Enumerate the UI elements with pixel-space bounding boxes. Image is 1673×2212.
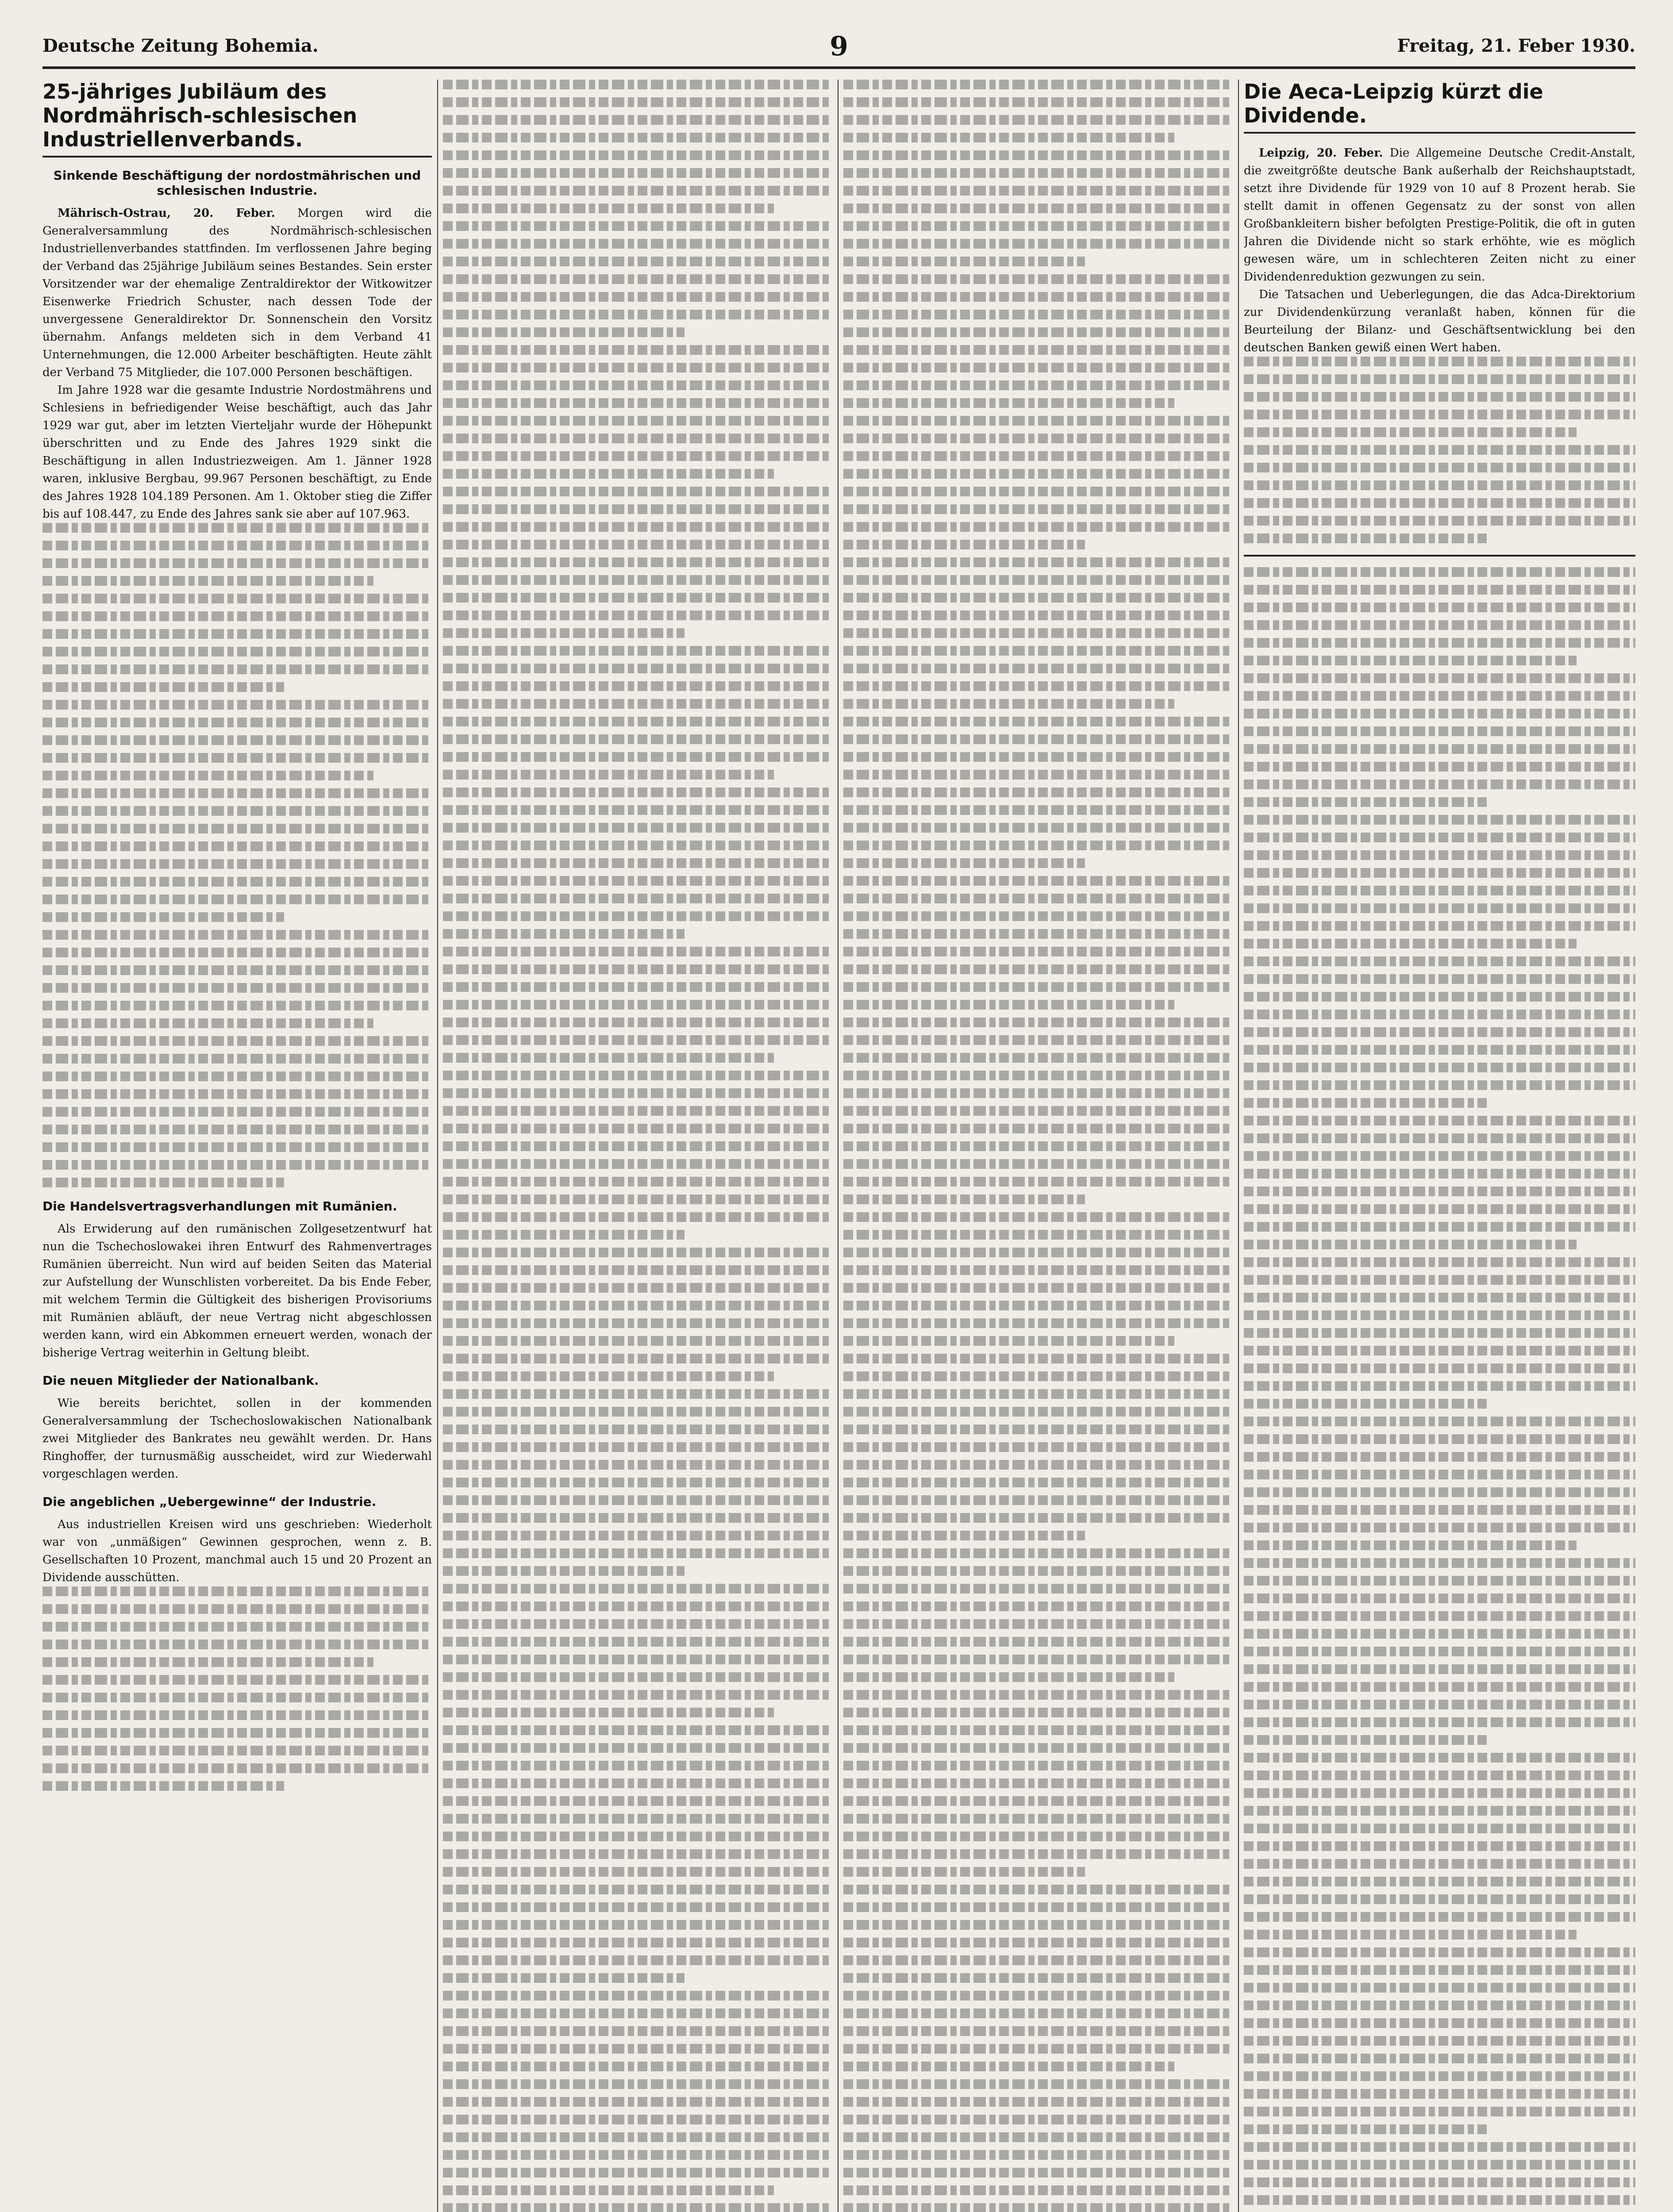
article-headline: 25-jähriges Jubiläum des Nordmährisch-schlesischen Industriellenverbands. [42, 80, 358, 151]
article-headline: Die Aeca-Leipzig kürzt die Dividende. [1244, 80, 1543, 127]
page-header [42, 31, 1635, 69]
column-1 [42, 80, 432, 2212]
article-headline: Die Handelsvertragsverhandlungen mit Rumänien. [42, 1199, 397, 1214]
column-4 [1244, 80, 1635, 2212]
article-text: Die Tatsachen und Ueberlegungen, die das Adca-Direktorium zur Dividendenkürzung veranlaßt haben, können für die Beurteilung der Bilanz- und Geschäftsentwicklung bei den deutschen Banken gewiß einen Wert haben. [1244, 288, 1635, 354]
paper-name: Deutsche Zeitung Bohemia. [42, 35, 319, 56]
article-dateline: Mährisch-Ostrau, 20. Feber. [58, 207, 275, 220]
issue-date: Freitag, 21. Feber 1930. [1397, 35, 1635, 56]
column-text [1244, 567, 1635, 2212]
article-text: Als Erwiderung auf den rumänischen Zollgesetzentwurf hat nun die Tschechoslowakei ihren Entwurf des Rahmenvertrages Rumänien überreicht. Nun wird auf beiden Seiten das Material zur Aufstellung der Wunschlisten vorbereitet. Da bis Ende Feber, mit welchem Termin die Gültigkeit des bisherigen Provisoriums mit Rumänien abläuft, der neue Vertrag nicht abgeschlossen werden kann, wird ein Abkommen erneuert werden, wonach der bisherige Vertrag weiterhin in Geltung bleibt. [42, 1222, 432, 1359]
article-paragraph [42, 1220, 432, 1362]
article-text-continuation [42, 523, 432, 1187]
article-paragraph [42, 1516, 432, 1586]
article-subheadline: Sinkende Beschäftigung der nordostmährischen und schlesischen Industrie. [53, 168, 421, 198]
section-rule [1244, 555, 1635, 557]
article-headline: Die neuen Mitglieder der Nationalbank. [42, 1373, 319, 1388]
article-text: Morgen wird die Generalversammlung des Nordmährisch-schlesischen Industriellenverbandes stattfinden. Im verflossenen Jahre beging der Verband das 25jährige Jubiläum seines Bestandes. Sein erster Vorsitzender war der ehemalige Zentraldirektor der Witkowitzer Eisenwerke Friedrich Schuster, nach dessen Tode der unvergessene Generaldirektor Dr. Sonnenschein den Vorsitz übernahm. Anfangs meldeten sich in dem Verband 41 Unternehmungen, die 12.000 Arbeiter beschäftigten. Heute zählt der Verband 75 Mitglieder, die 107.000 Personen beschäftigen. [42, 207, 432, 379]
article-paragraph [1244, 286, 1635, 357]
column-3 [843, 80, 1233, 2212]
article-national-bank [42, 1373, 432, 1483]
article-text: Im Jahre 1928 war die gesamte Industrie Nordostmährens und Schlesiens in befriedigender Weise beschäftigt, auch das Jahr 1929 war gut, aber im letzten Vierteljahr wurde der Höhepunkt überschritten und zu Ende des Jahres 1929 sinkt die Beschäftigung in allen Industriezweigen. Am 1. Jänner 1928 waren, inklusive Bergbau, 99.967 Personen beschäftigt, zu Ende des Jahres 1928 104.189 Personen. Am 1. Oktober stieg die Ziffer bis auf 108.447, zu Ende des Jahres sank sie aber auf 107.963. [42, 384, 432, 521]
article-text-continuation [1244, 357, 1635, 543]
column-text [843, 80, 1233, 2212]
headline-rule [42, 156, 432, 157]
article-headline: Die angeblichen „Uebergewinne“ der Industrie. [42, 1494, 377, 1509]
article-paragraph [42, 204, 432, 381]
column-text [443, 80, 832, 2212]
article-text: Aus industriellen Kreisen wird uns geschrieben: Wiederholt war von „unmäßigen“ Gewinnen gesprochen, wenn z. B. Gesellschaften 10 Prozent, manchmal auch 15 und 20 Prozent an Dividende ausschütten. [42, 1518, 432, 1584]
column-2 [443, 80, 832, 2212]
column-rule [437, 80, 438, 2212]
article-industry-profits [42, 1494, 432, 1791]
article-paragraph [1244, 144, 1635, 286]
article-adca-dividend [1244, 80, 1635, 543]
article-text-continuation [42, 1586, 432, 1791]
headline-rule [1244, 132, 1635, 134]
article-dateline: Leipzig, 20. Feber. [1259, 146, 1383, 160]
article-trade-romania [42, 1199, 432, 1362]
page-number: 9 [830, 31, 848, 62]
article-text: Die Allgemeine Deutsche Credit-Anstalt, die zweitgrößte deutsche Bank außerhalb der Reichshauptstadt, setzt ihre Dividende für 1929 von 10 auf 8 Prozent herab. Sie stellt damit in offenen Gegensatz zu der sonst von allen Großbankleitern bisher befolgten Prestige-Politik, die oft in guten Jahren die Dividende nicht so stark erhöhte, wie es möglich gewesen wäre, um in schlechteren Zeiten nicht zu einer Dividendenreduktion gezwungen zu sein. [1244, 146, 1635, 284]
article-paragraph [42, 1394, 432, 1483]
article-jubilee [42, 80, 432, 1187]
newspaper-page [42, 31, 1635, 2212]
article-paragraph [42, 381, 432, 523]
article-text: Wie bereits berichtet, sollen in der kommenden Generalversammlung der Tschechoslowakischen Nationalbank zwei Mitglieder des Bankrates neu gewählt werden. Dr. Hans Ringhoffer, der turnusmäßig ausscheidet, wird zur Wiederwahl vorgeschlagen werden. [42, 1397, 432, 1481]
column-rule [1238, 80, 1239, 2212]
